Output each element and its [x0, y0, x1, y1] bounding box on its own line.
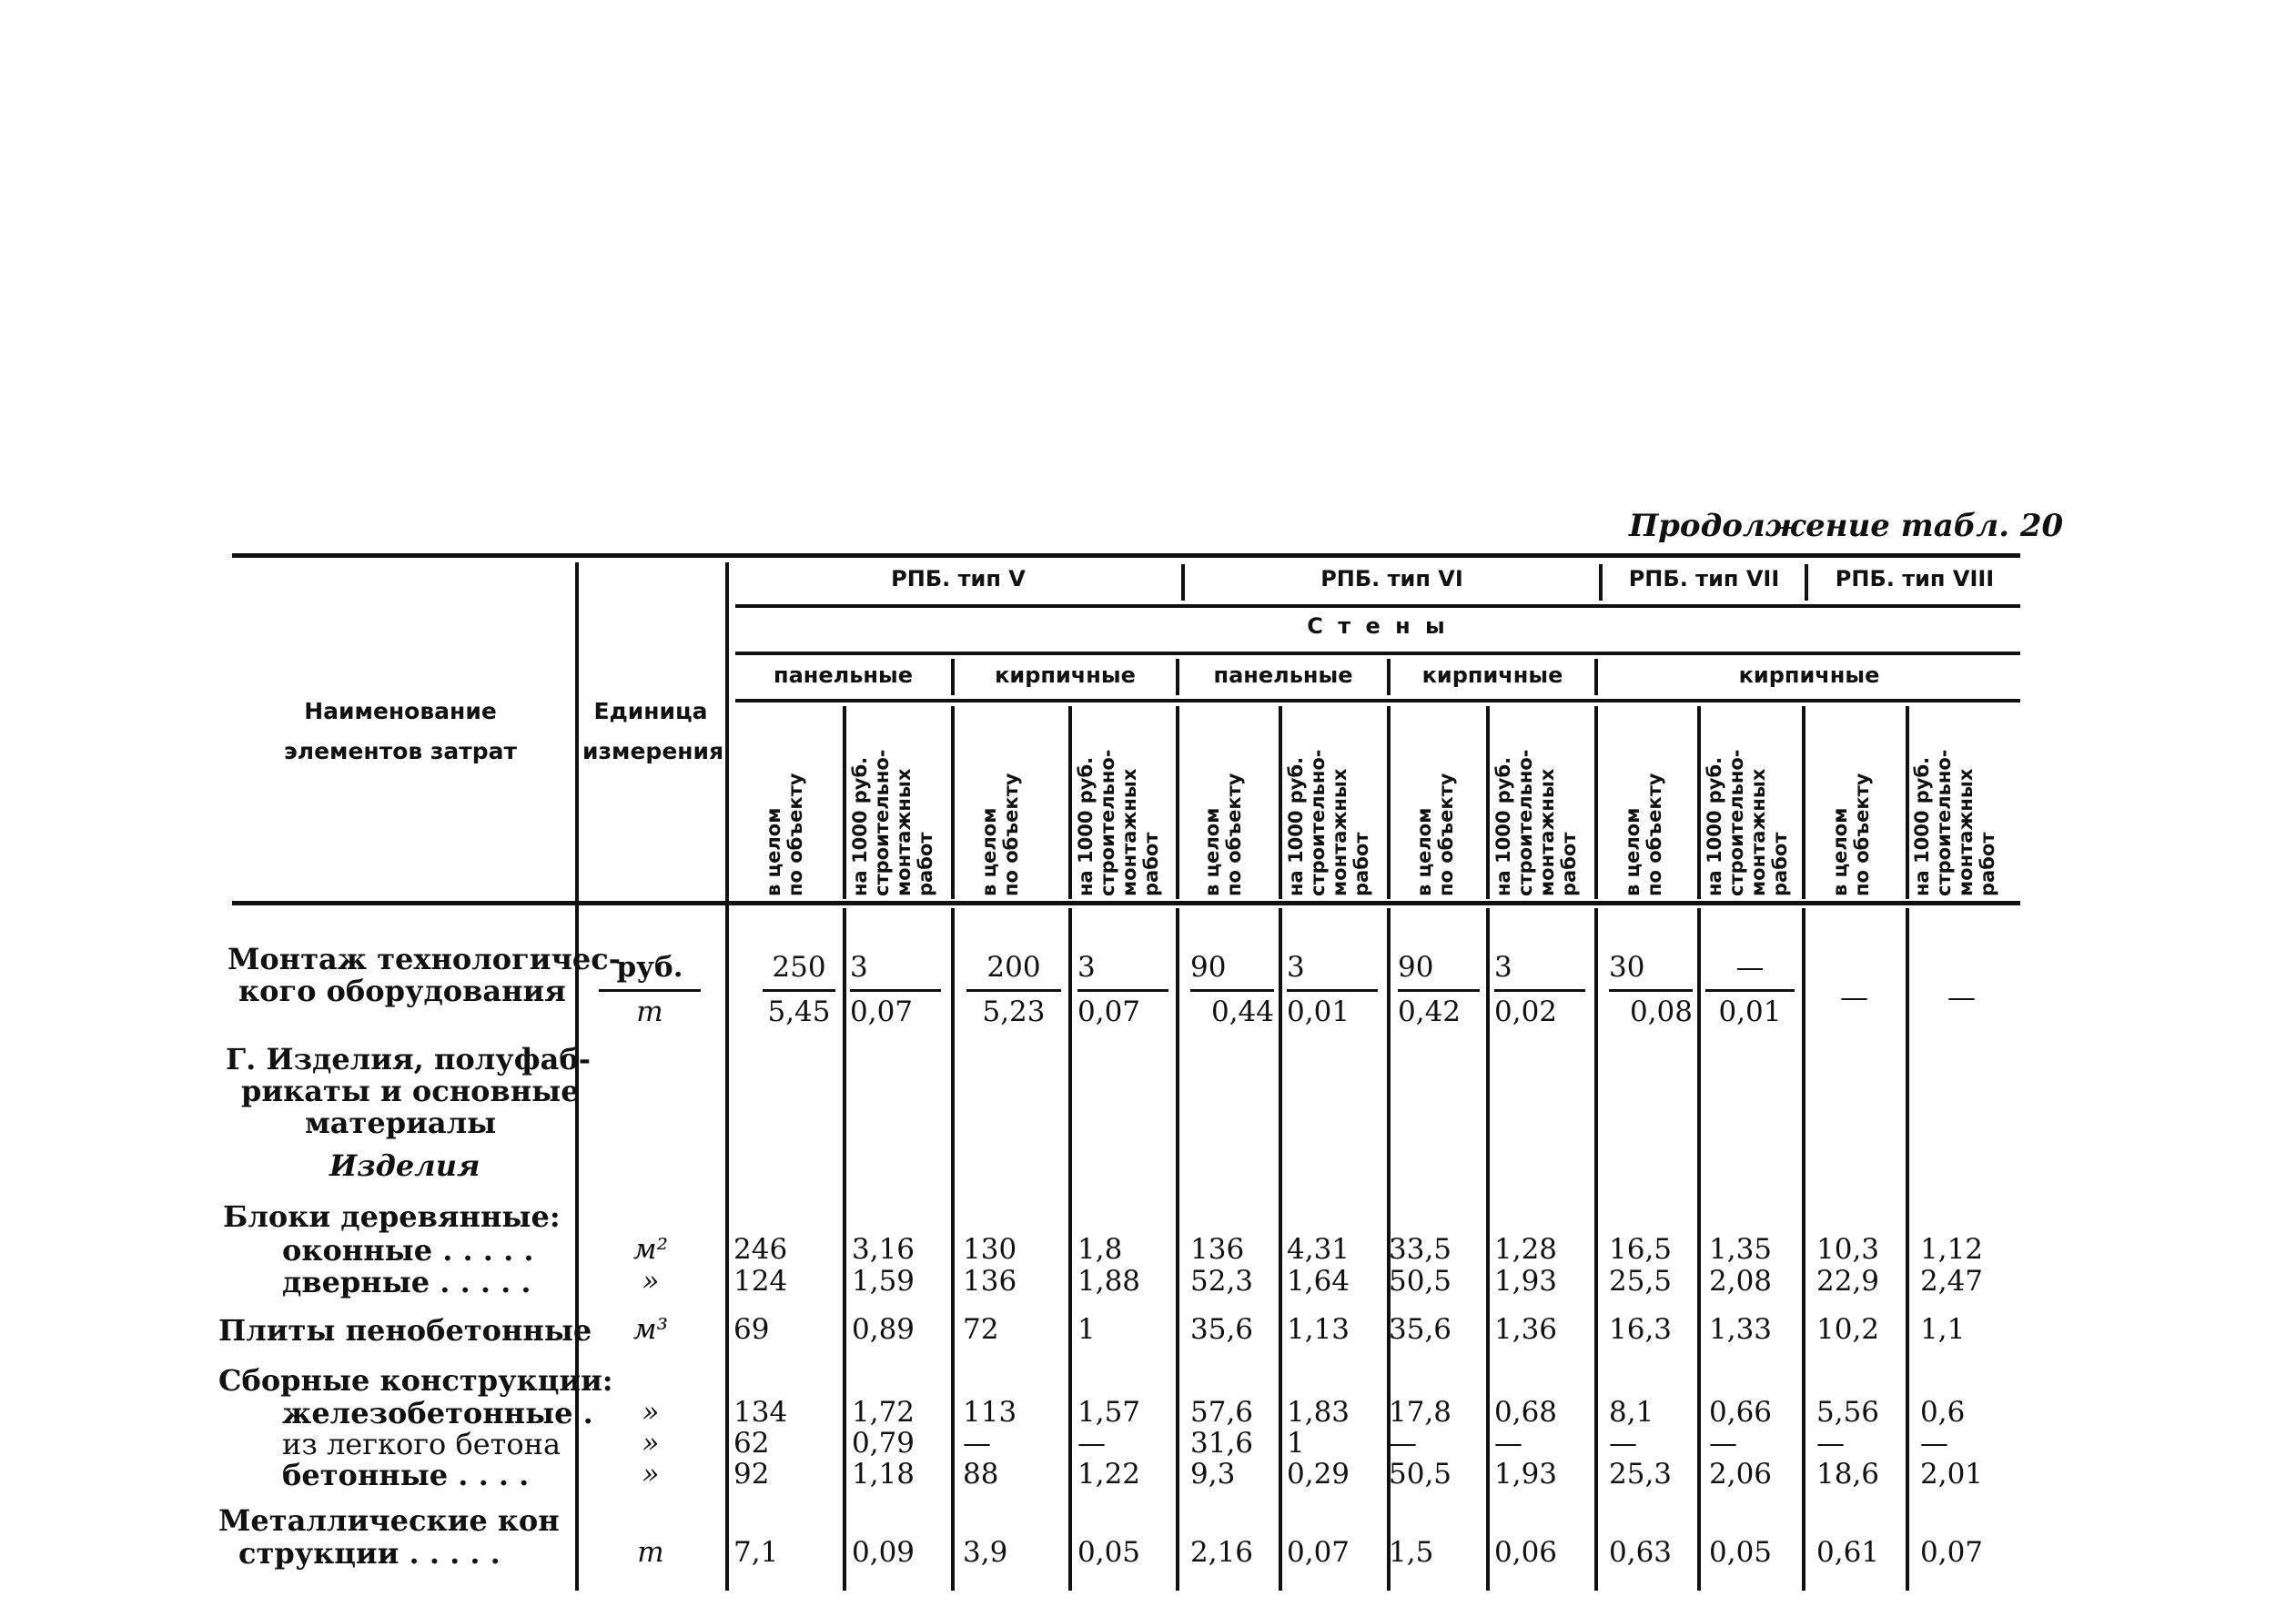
walltype-vi-panel: панельные	[1213, 662, 1353, 688]
row-unit: м³	[632, 1313, 669, 1346]
table-cell: 1	[1287, 1427, 1305, 1460]
subheader-col-4: на 1000 руб. строительно- монтажных работ	[1075, 749, 1162, 896]
table-cell: 35,6	[1389, 1313, 1452, 1346]
group-header-viii: РПБ. тип VIII	[1835, 566, 1995, 591]
subheader-col-2: на 1000 руб. строительно- монтажных работ	[849, 749, 936, 896]
table-cell: 1,1	[1920, 1313, 1966, 1346]
header-name-column: Наименование элементов затрат	[283, 698, 518, 764]
table-cell: 130	[963, 1233, 1017, 1266]
subheader-col-7: в целом по объекту	[1413, 773, 1457, 896]
montage-cell-2: 3 0,07	[850, 951, 941, 1030]
table-cell: 1,12	[1920, 1233, 1984, 1266]
subheader-col-8: на 1000 руб. строительно- монтажных работ	[1492, 749, 1580, 896]
subsection-title: Изделия	[329, 1148, 480, 1183]
montage-cell-8: 3 0,02	[1494, 951, 1585, 1030]
row-unit: »	[642, 1427, 660, 1460]
fraction-line	[599, 989, 701, 992]
table-cell: 124	[733, 1265, 788, 1298]
montage-cell-12: —	[1947, 981, 1976, 1014]
montage-unit-top: руб.	[616, 951, 683, 984]
table-cell: 1,93	[1494, 1265, 1558, 1298]
col-rule-10	[1802, 706, 1805, 899]
row-unit: »	[642, 1396, 660, 1429]
table-cell: 69	[733, 1313, 770, 1346]
group-header-vi: РПБ. тип VI	[1320, 566, 1463, 591]
montage-cell-10: — 0,01	[1705, 951, 1795, 1030]
table-cell: 72	[963, 1313, 999, 1346]
montage-cell-3: 200 5,23	[966, 951, 1061, 1030]
group-header-v: РПБ. тип V	[891, 566, 1026, 591]
subheader-col-10: на 1000 руб. строительно- монтажных работ	[1704, 749, 1791, 896]
table-cell: 18,6	[1816, 1458, 1880, 1491]
table-cell: 35,6	[1190, 1313, 1254, 1346]
col-rule-4	[1176, 706, 1179, 899]
subheader-col-12: на 1000 руб. строительно- монтажных работ	[1911, 749, 1998, 896]
table-cell: 5,56	[1816, 1396, 1880, 1429]
table-cell: 1,59	[852, 1265, 915, 1298]
table-cell: 10,2	[1816, 1313, 1880, 1346]
walltype-v-brick: кирпичные	[995, 662, 1136, 688]
table-cell: 0,66	[1709, 1396, 1773, 1429]
table-cell: 10,3	[1816, 1233, 1880, 1266]
row-label: дверные . . . . .	[282, 1265, 531, 1299]
table-cell: 246	[733, 1233, 788, 1266]
row-label: струкции . . . . .	[238, 1536, 501, 1571]
table-cell: 1,35	[1709, 1233, 1773, 1266]
col-rule-3	[1068, 706, 1072, 899]
row-montage-name-1: Монтаж технологичес-	[228, 942, 622, 976]
table-cell: 136	[963, 1265, 1017, 1298]
table-cell: 1,22	[1077, 1458, 1141, 1491]
walltype-v-panel: панельные	[774, 662, 913, 688]
table-cell: 17,8	[1389, 1396, 1452, 1429]
table-cell: 8,1	[1609, 1396, 1654, 1429]
table-cell: 1,83	[1287, 1396, 1350, 1429]
top-rule	[232, 553, 2020, 558]
col-rule-7	[1486, 706, 1490, 899]
body-col-rule-5	[1279, 908, 1282, 1591]
table-cell: 22,9	[1816, 1265, 1880, 1298]
section-title-line-3: материалы	[305, 1106, 497, 1140]
table-cell: 1,8	[1077, 1233, 1123, 1266]
row-unit: »	[642, 1265, 660, 1298]
table-cell: 0,63	[1609, 1536, 1673, 1569]
subheader-col-1: в целом по объекту	[763, 773, 806, 896]
subheader-col-3: в целом по объекту	[978, 773, 1022, 896]
col-rule-group-vii-viii	[1805, 564, 1808, 601]
subheader-col-11: в целом по объекту	[1829, 773, 1873, 896]
table-cell: —	[1077, 1427, 1106, 1460]
col-rule-2	[951, 706, 955, 899]
table-cell: 88	[963, 1458, 999, 1491]
subheader-col-6: на 1000 руб. строительно- монтажных работ	[1285, 749, 1372, 896]
table-cell: 2,06	[1709, 1458, 1773, 1491]
body-col-rule-2	[951, 908, 955, 1591]
table-cell: 0,29	[1287, 1458, 1350, 1491]
montage-cell-7: 90 0,42	[1398, 951, 1480, 1030]
table-cell: 25,3	[1609, 1458, 1673, 1491]
groups-rule	[735, 604, 2020, 608]
walltype-vii-viii-brick: кирпичные	[1738, 662, 1880, 688]
table-cell: 1,5	[1389, 1536, 1434, 1569]
row-label: Сборные конструкции:	[218, 1363, 613, 1398]
body-col-rule-3	[1068, 908, 1072, 1591]
body-col-rule-9	[1697, 908, 1701, 1591]
montage-cell-5: 90 0,44	[1190, 951, 1274, 1028]
row-unit: м²	[632, 1233, 669, 1266]
body-col-rule-1	[843, 908, 846, 1591]
table-cell: 0,61	[1816, 1536, 1880, 1569]
row-label: бетонные . . . .	[282, 1458, 530, 1492]
table-cell: 1,93	[1494, 1458, 1558, 1491]
table-cell: 0,09	[852, 1536, 915, 1569]
montage-cell-4: 3 0,07	[1077, 951, 1168, 1030]
table-cell: 1	[1077, 1313, 1096, 1346]
table-caption: Продолжение табл. 20	[1629, 508, 2064, 544]
table-cell: 7,1	[733, 1536, 779, 1569]
group-header-vii: РПБ. тип VII	[1628, 566, 1780, 591]
table-cell: 2,47	[1920, 1265, 1984, 1298]
table-cell: —	[1609, 1427, 1637, 1460]
col-rule-8	[1594, 706, 1598, 899]
row-label: из легкого бетона	[282, 1427, 561, 1461]
row-montage-name-2: кого оборудования	[238, 974, 566, 1008]
table-cell: 3,16	[852, 1233, 915, 1266]
table-cell: 57,6	[1190, 1396, 1254, 1429]
table-cell: 113	[963, 1396, 1017, 1429]
row-label: оконные . . . . .	[282, 1233, 534, 1268]
body-col-rule-11	[1906, 908, 1909, 1591]
table-cell: 52,3	[1190, 1265, 1254, 1298]
table-cell: 92	[733, 1458, 770, 1491]
walls-rule	[735, 652, 2020, 655]
table-cell: 0,89	[852, 1313, 915, 1346]
table-cell: 1,13	[1287, 1313, 1350, 1346]
table-cell: —	[1709, 1427, 1737, 1460]
table-cell: 0,07	[1920, 1536, 1984, 1569]
table-cell: 31,6	[1190, 1427, 1254, 1460]
table-cell: 33,5	[1389, 1233, 1452, 1266]
table-cell: 0,05	[1077, 1536, 1141, 1569]
table-cell: —	[1494, 1427, 1522, 1460]
table-cell: 9,3	[1190, 1458, 1236, 1491]
table-cell: 25,5	[1609, 1265, 1673, 1298]
table-cell: 62	[733, 1427, 770, 1460]
table-cell: 134	[733, 1396, 788, 1429]
body-col-rule-4	[1176, 908, 1179, 1591]
table-cell: 0,06	[1494, 1536, 1558, 1569]
col-rule-5	[1279, 706, 1282, 899]
table-cell: 0,07	[1287, 1536, 1350, 1569]
table-cell: 1,64	[1287, 1265, 1350, 1298]
row-label: железобетонные .	[282, 1396, 593, 1430]
table-cell: 0,68	[1494, 1396, 1558, 1429]
table-cell: 1,36	[1494, 1313, 1558, 1346]
header-bottom-rule	[232, 901, 2020, 905]
body-col-rule-8	[1594, 908, 1598, 1591]
table-cell: 1,57	[1077, 1396, 1141, 1429]
table-cell: 1,72	[852, 1396, 915, 1429]
montage-cell-1: 250 5,45	[763, 951, 835, 1030]
table-cell: 4,31	[1287, 1233, 1350, 1266]
montage-cell-9: 30 0,08	[1609, 951, 1693, 1028]
row-unit: »	[642, 1458, 660, 1491]
table-cell: 16,3	[1609, 1313, 1673, 1346]
row-label: Плиты пенобетонные	[218, 1313, 592, 1348]
col-rule-6	[1387, 706, 1391, 899]
table-cell: 3,9	[963, 1536, 1008, 1569]
table-cell: 2,08	[1709, 1265, 1773, 1298]
subheader-col-9: в целом по объекту	[1622, 773, 1665, 896]
header-unit-column: Единица измерения	[582, 698, 724, 764]
body-col-rule-7	[1486, 908, 1490, 1591]
walltype-vi-brick: кирпичные	[1421, 662, 1563, 688]
section-title-line-1: Г. Изделия, полуфаб-	[226, 1042, 591, 1076]
table-cell: 2,16	[1190, 1536, 1254, 1569]
table-cell: —	[1389, 1427, 1417, 1460]
table-cell: 16,5	[1609, 1233, 1673, 1266]
col-rule-group-vi-vii	[1599, 564, 1603, 601]
row-label: Блоки деревянные:	[223, 1199, 561, 1234]
table-cell: 1,18	[852, 1458, 915, 1491]
table-cell: —	[963, 1427, 991, 1460]
col-rule-11	[1906, 706, 1909, 899]
col-rule-1	[843, 706, 846, 899]
walls-header: С т е н ы	[1307, 613, 1449, 639]
montage-unit	[599, 951, 701, 1030]
montage-cell-11: —	[1840, 981, 1868, 1014]
wall-types-rule	[735, 699, 2020, 702]
table-cell: 0,6	[1920, 1396, 1966, 1429]
table-cell: 1,28	[1494, 1233, 1558, 1266]
subheader-col-5: в целом по объекту	[1201, 773, 1245, 896]
montage-unit-bottom: т	[636, 996, 663, 1028]
table-cell: 50,5	[1389, 1265, 1452, 1298]
table-cell: 1,88	[1077, 1265, 1141, 1298]
col-rule-9	[1697, 706, 1701, 899]
row-label: Металлические кон	[218, 1503, 560, 1538]
row-unit: т	[637, 1536, 664, 1569]
table-cell: 136	[1190, 1233, 1245, 1266]
table-cell: 0,05	[1709, 1536, 1773, 1569]
table-cell: 50,5	[1389, 1458, 1452, 1491]
table-cell: —	[1816, 1427, 1845, 1460]
section-title-line-2: рикаты и основные	[241, 1074, 580, 1108]
col-rule-unit	[725, 562, 729, 1591]
montage-cell-6: 3 0,01	[1287, 951, 1378, 1030]
table-cell: —	[1920, 1427, 1948, 1460]
table-cell: 0,79	[852, 1427, 915, 1460]
table-cell: 1,33	[1709, 1313, 1773, 1346]
table-cell: 2,01	[1920, 1458, 1984, 1491]
body-col-rule-10	[1802, 908, 1805, 1591]
